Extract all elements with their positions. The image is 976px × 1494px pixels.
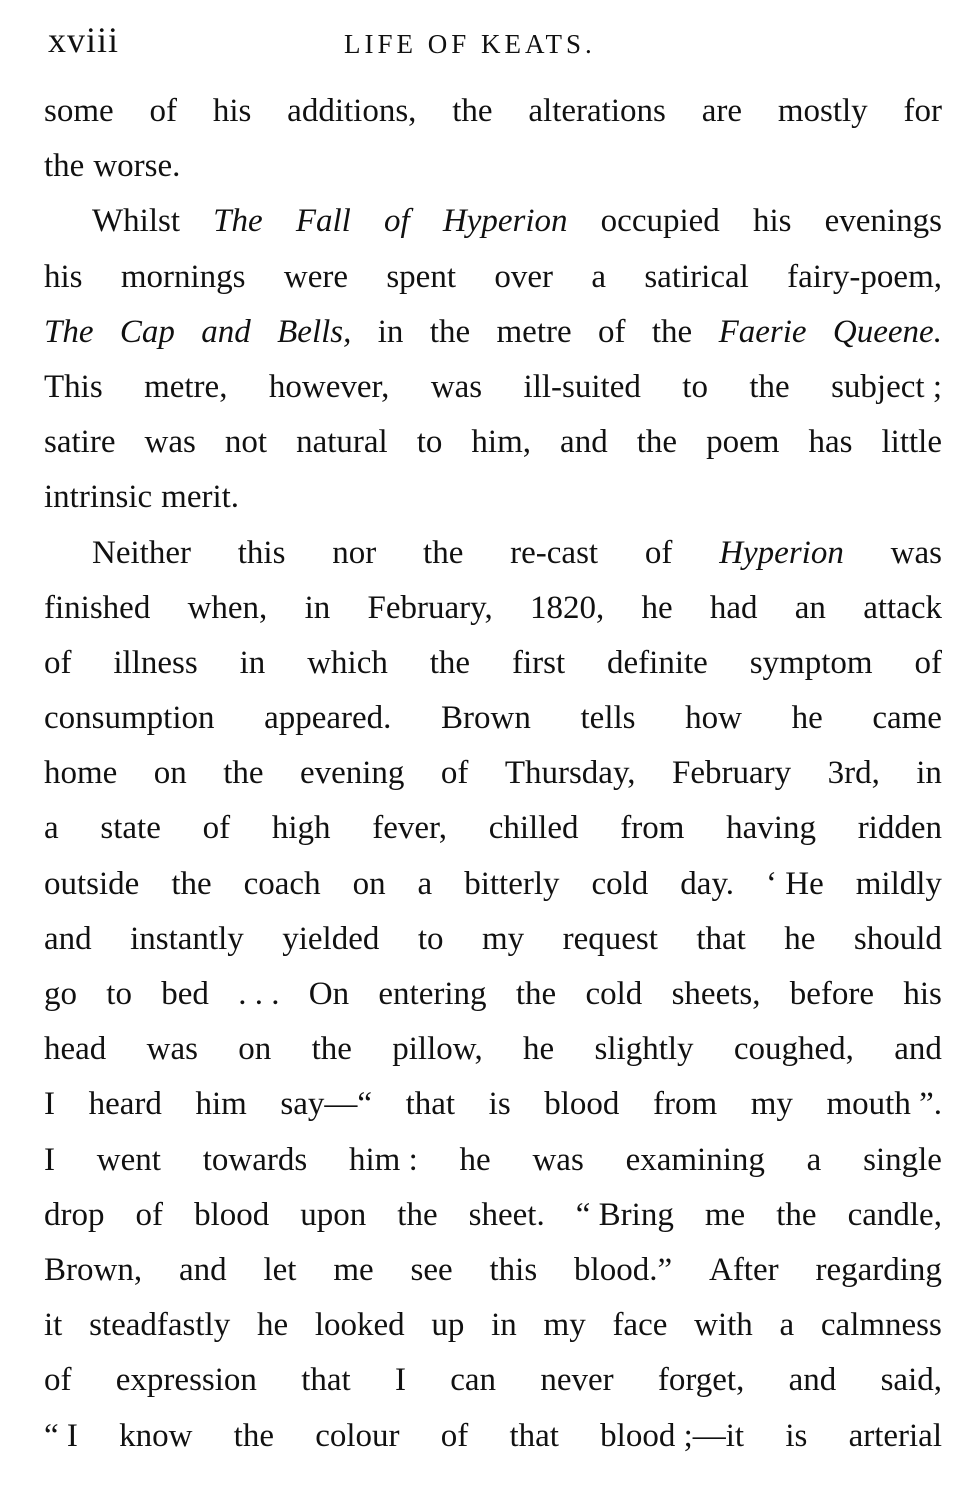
word: is bbox=[785, 1417, 808, 1454]
text-line bbox=[44, 1409, 942, 1464]
word: came bbox=[872, 700, 942, 737]
word: my bbox=[543, 1307, 586, 1344]
word: outside bbox=[44, 865, 140, 902]
word: has bbox=[808, 424, 853, 461]
word: yielded bbox=[282, 920, 380, 957]
word: however, bbox=[268, 368, 390, 405]
word: blood ;—it bbox=[600, 1417, 745, 1454]
word: Hyperion bbox=[719, 534, 844, 571]
word: re-cast bbox=[510, 534, 599, 571]
word: had bbox=[709, 589, 758, 626]
text-line bbox=[44, 415, 942, 470]
running-head: LIFE OF KEATS. bbox=[344, 29, 596, 59]
word: was bbox=[532, 1141, 584, 1178]
word: Brown bbox=[441, 700, 531, 737]
word: in bbox=[304, 589, 331, 626]
word: from bbox=[653, 1086, 718, 1123]
text-line bbox=[44, 1133, 942, 1188]
word: tells bbox=[580, 700, 636, 737]
text-line bbox=[44, 250, 942, 305]
word: Brown, bbox=[44, 1251, 143, 1288]
word: to bbox=[416, 424, 443, 461]
word: worse. bbox=[93, 148, 181, 185]
word: of bbox=[644, 534, 673, 571]
word: Bells, bbox=[277, 313, 352, 350]
word: and bbox=[560, 424, 608, 461]
word: expression bbox=[115, 1362, 257, 1399]
word: “ Bring bbox=[575, 1196, 674, 1233]
word: the bbox=[429, 644, 471, 681]
word: Fall bbox=[295, 203, 351, 240]
word: fever, bbox=[372, 810, 447, 847]
body-text bbox=[44, 84, 942, 1464]
word: with bbox=[694, 1307, 753, 1344]
word: fairy-poem, bbox=[787, 258, 942, 295]
word: the bbox=[429, 313, 471, 350]
word: when, bbox=[187, 589, 268, 626]
text-line bbox=[44, 857, 942, 912]
word: Neither bbox=[92, 534, 191, 571]
word: satirical bbox=[644, 258, 749, 295]
text-line bbox=[44, 194, 942, 249]
word: he bbox=[641, 589, 673, 626]
page-number: xviii bbox=[48, 20, 120, 60]
word: mostly bbox=[777, 93, 868, 129]
word: of bbox=[598, 313, 626, 350]
word: to bbox=[417, 920, 444, 957]
word: a bbox=[806, 1141, 822, 1178]
word: are bbox=[701, 93, 742, 129]
text-line bbox=[44, 1298, 942, 1353]
word: chilled bbox=[488, 810, 579, 847]
text-line bbox=[44, 912, 942, 967]
word: coach bbox=[243, 865, 321, 902]
text-line bbox=[44, 636, 942, 691]
word: me bbox=[333, 1251, 374, 1288]
word: slightly bbox=[594, 1031, 694, 1068]
word: the bbox=[651, 313, 693, 350]
word: him, bbox=[471, 424, 532, 461]
word: let bbox=[263, 1251, 297, 1288]
word: him : bbox=[348, 1141, 418, 1178]
word: I bbox=[44, 1086, 55, 1123]
word: entering bbox=[378, 976, 487, 1012]
word: the bbox=[423, 534, 464, 571]
word: Queene. bbox=[832, 313, 942, 350]
word: for bbox=[903, 93, 942, 129]
word: appeared. bbox=[264, 700, 392, 737]
word: sheet. bbox=[468, 1196, 545, 1233]
word: blood bbox=[194, 1196, 270, 1233]
word: day. bbox=[680, 865, 735, 902]
word: the bbox=[171, 865, 212, 902]
text-line bbox=[44, 967, 942, 1022]
word: looked bbox=[314, 1307, 405, 1344]
word: said, bbox=[880, 1362, 942, 1399]
word: February, bbox=[367, 589, 493, 626]
word: of bbox=[135, 1196, 164, 1233]
word: ill-suited bbox=[523, 368, 641, 405]
word: merit. bbox=[161, 479, 240, 516]
word: a bbox=[417, 865, 433, 902]
word: high bbox=[271, 810, 331, 847]
text-line bbox=[44, 1188, 942, 1243]
word: heard bbox=[88, 1086, 162, 1123]
word: ridden bbox=[857, 810, 942, 847]
text-line bbox=[44, 139, 942, 194]
word: to bbox=[682, 368, 708, 405]
word: of bbox=[44, 644, 72, 681]
word: the bbox=[749, 368, 790, 405]
word: spent bbox=[386, 258, 457, 295]
word: Faerie bbox=[718, 313, 807, 350]
word: mouth ”. bbox=[826, 1086, 942, 1123]
word: over bbox=[494, 258, 553, 295]
word: forget, bbox=[657, 1362, 745, 1399]
word: his bbox=[44, 258, 83, 295]
word: know bbox=[119, 1417, 193, 1454]
word: the bbox=[223, 755, 264, 792]
word: nor bbox=[332, 534, 377, 571]
word: the bbox=[776, 1196, 817, 1233]
word: to bbox=[106, 976, 132, 1012]
word: bed bbox=[161, 976, 209, 1012]
word: that bbox=[405, 1086, 456, 1123]
word: and bbox=[178, 1251, 227, 1288]
word: mildly bbox=[855, 865, 942, 902]
word: and bbox=[788, 1362, 837, 1399]
word: On bbox=[308, 976, 350, 1012]
word: some bbox=[44, 93, 114, 129]
word: which bbox=[307, 644, 388, 681]
text-line bbox=[44, 526, 942, 581]
text-line bbox=[44, 1022, 942, 1077]
word: the bbox=[636, 424, 678, 461]
word: in bbox=[377, 313, 404, 350]
word: 3rd, bbox=[827, 755, 880, 792]
text-line bbox=[44, 305, 942, 360]
word: home bbox=[44, 755, 118, 792]
word: having bbox=[726, 810, 816, 847]
page-header bbox=[48, 18, 942, 62]
word: sheets, bbox=[671, 976, 761, 1012]
word: my bbox=[481, 920, 525, 957]
word: was bbox=[430, 368, 483, 405]
word: After bbox=[708, 1251, 779, 1288]
text-line bbox=[44, 746, 942, 801]
word: metre bbox=[496, 313, 572, 350]
word: cold bbox=[591, 865, 649, 902]
word: the bbox=[233, 1417, 274, 1454]
word: steadfastly bbox=[89, 1307, 231, 1344]
text-line bbox=[44, 84, 942, 139]
word: this bbox=[237, 534, 286, 571]
word: first bbox=[511, 644, 566, 681]
word: I bbox=[44, 1141, 55, 1178]
word: a bbox=[44, 810, 59, 847]
word: on bbox=[352, 865, 386, 902]
word: 1820, bbox=[529, 589, 605, 626]
word: in bbox=[916, 755, 942, 792]
word: alterations bbox=[528, 93, 666, 129]
word: natural bbox=[296, 424, 388, 461]
word: drop bbox=[44, 1196, 105, 1233]
word: mornings bbox=[120, 258, 246, 295]
word: request bbox=[562, 920, 658, 957]
word: of bbox=[44, 1362, 72, 1399]
word: his bbox=[212, 93, 252, 129]
word: candle, bbox=[847, 1196, 942, 1233]
word: coughed, bbox=[733, 1031, 854, 1068]
word: of bbox=[202, 810, 231, 847]
word: him bbox=[195, 1086, 247, 1123]
word: little bbox=[881, 424, 942, 461]
word: finished bbox=[44, 589, 151, 626]
word: Thursday, bbox=[504, 755, 636, 792]
word: how bbox=[685, 700, 742, 737]
word: Cap bbox=[119, 313, 175, 350]
word: consumption bbox=[44, 700, 215, 737]
word: the bbox=[397, 1196, 438, 1233]
word: colour bbox=[315, 1417, 400, 1454]
word: ‘ He bbox=[766, 865, 824, 902]
word: intrinsic bbox=[44, 479, 153, 516]
word: was bbox=[144, 424, 196, 461]
word: me bbox=[704, 1196, 746, 1233]
word: he bbox=[459, 1141, 491, 1178]
word: before bbox=[789, 976, 875, 1012]
word: and bbox=[201, 313, 251, 350]
text-line bbox=[44, 581, 942, 636]
word: Hyperion bbox=[442, 203, 568, 240]
word: head bbox=[44, 1031, 107, 1068]
word: occupied bbox=[600, 203, 720, 240]
word: went bbox=[96, 1141, 161, 1178]
word: upon bbox=[300, 1196, 367, 1233]
word: on bbox=[153, 755, 187, 792]
word: say—“ bbox=[280, 1086, 373, 1123]
word: that bbox=[509, 1417, 559, 1454]
word: my bbox=[750, 1086, 793, 1123]
word: single bbox=[863, 1141, 942, 1178]
word: . . . bbox=[238, 976, 280, 1012]
word: February bbox=[672, 755, 792, 792]
word: never bbox=[540, 1362, 614, 1399]
word: arterial bbox=[848, 1417, 942, 1454]
word: of bbox=[440, 1417, 469, 1454]
word: were bbox=[283, 258, 348, 295]
word: illness bbox=[113, 644, 198, 681]
word: definite bbox=[607, 644, 708, 681]
word: a bbox=[779, 1307, 795, 1344]
word: was bbox=[890, 534, 942, 571]
word: this bbox=[489, 1251, 538, 1288]
word: of bbox=[384, 203, 410, 240]
text-line bbox=[44, 1077, 942, 1132]
word: additions, bbox=[287, 93, 417, 129]
word: examining bbox=[625, 1141, 765, 1178]
text-line bbox=[44, 691, 942, 746]
word: up bbox=[431, 1307, 465, 1344]
word: the bbox=[311, 1031, 352, 1068]
text-line bbox=[44, 470, 942, 525]
word: his bbox=[903, 976, 942, 1012]
word: regarding bbox=[815, 1251, 942, 1288]
word: an bbox=[794, 589, 826, 626]
word: he bbox=[523, 1031, 555, 1068]
word: This bbox=[44, 368, 103, 405]
word: The bbox=[213, 203, 263, 240]
word: and bbox=[44, 920, 92, 957]
word: subject ; bbox=[831, 368, 942, 405]
word: symptom bbox=[749, 644, 873, 681]
text-line bbox=[44, 360, 942, 415]
word: bitterly bbox=[464, 865, 560, 902]
word: it bbox=[44, 1307, 63, 1344]
word: and bbox=[894, 1031, 942, 1068]
word: calmness bbox=[820, 1307, 942, 1344]
word: not bbox=[224, 424, 268, 461]
word: he bbox=[791, 700, 823, 737]
text-line bbox=[44, 1243, 942, 1298]
word: of bbox=[149, 93, 177, 129]
word: his bbox=[752, 203, 792, 240]
word: is bbox=[488, 1086, 511, 1123]
word: can bbox=[450, 1362, 497, 1399]
word: should bbox=[853, 920, 942, 957]
word: “ I bbox=[44, 1417, 78, 1454]
word: the bbox=[44, 148, 85, 185]
word: evening bbox=[299, 755, 405, 792]
word: towards bbox=[202, 1141, 308, 1178]
word: state bbox=[100, 810, 161, 847]
word: the bbox=[452, 93, 493, 129]
word: was bbox=[146, 1031, 198, 1068]
word: instantly bbox=[130, 920, 244, 957]
word: go bbox=[44, 976, 77, 1012]
word: face bbox=[612, 1307, 668, 1344]
word: he bbox=[784, 920, 816, 957]
word: satire bbox=[44, 424, 116, 461]
word: attack bbox=[863, 589, 942, 626]
word: cold bbox=[585, 976, 643, 1012]
word: from bbox=[620, 810, 685, 847]
word: on bbox=[238, 1031, 272, 1068]
word: pillow, bbox=[392, 1031, 483, 1068]
word: he bbox=[256, 1307, 289, 1344]
word: in bbox=[239, 644, 266, 681]
word: poem bbox=[706, 424, 780, 461]
word: a bbox=[591, 258, 606, 295]
word: in bbox=[491, 1307, 517, 1344]
word: blood.” bbox=[574, 1251, 673, 1288]
word: metre, bbox=[144, 368, 228, 405]
word: the bbox=[515, 976, 557, 1012]
word: The bbox=[44, 313, 94, 350]
word: see bbox=[410, 1251, 453, 1288]
word: of bbox=[914, 644, 942, 681]
word: that bbox=[696, 920, 746, 957]
word: of bbox=[440, 755, 469, 792]
word: that bbox=[301, 1362, 351, 1399]
word: evenings bbox=[824, 203, 942, 240]
word: I bbox=[394, 1362, 406, 1399]
text-line bbox=[44, 801, 942, 856]
word: blood bbox=[544, 1086, 620, 1123]
word: Whilst bbox=[92, 203, 180, 240]
text-line bbox=[44, 1353, 942, 1408]
